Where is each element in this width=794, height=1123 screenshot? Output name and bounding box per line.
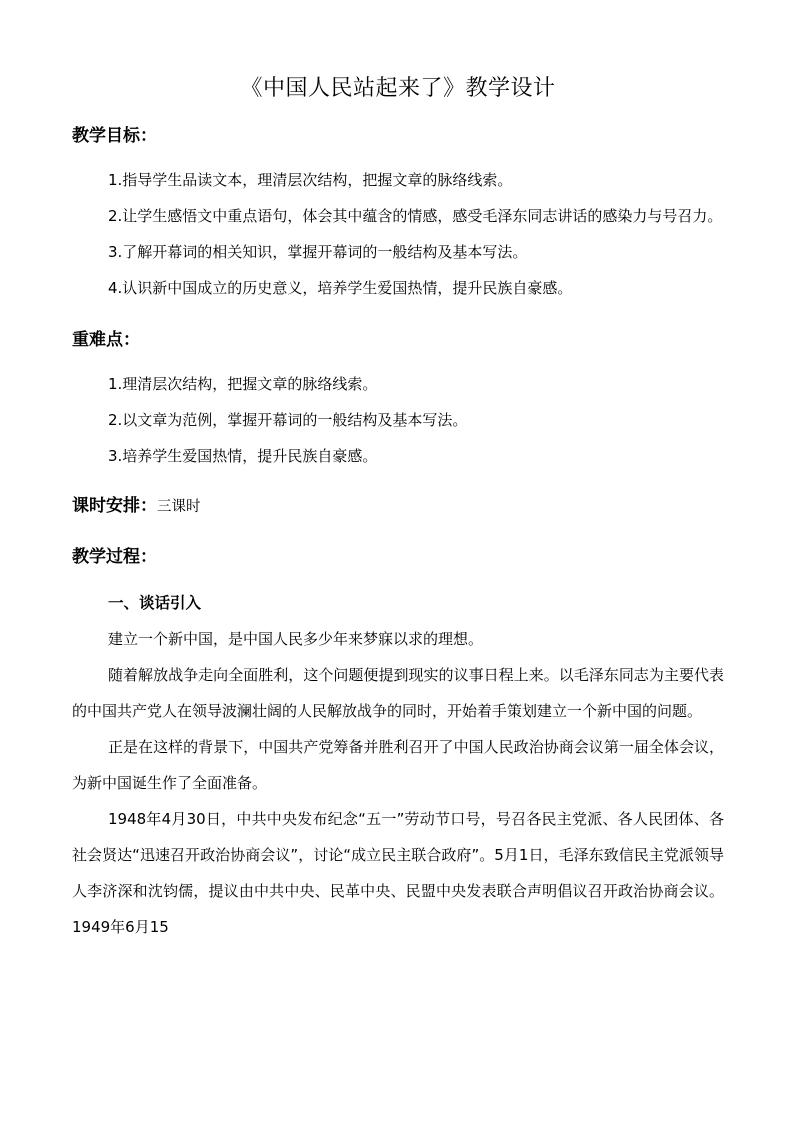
process-heading: 教学过程： [72,547,157,567]
key-point-item-3: 3.培养学生爱国热情，提升民族自豪感。 [108,447,378,465]
process-paragraph-2: 随着解放战争走向全面胜利，这个问题便提到现实的议事日程上来。以毛泽东同志为主要代表的中国共产党人在领导波澜壮阔的人民解放战争的同时，开始着手策划建立一个新中国的问题。 [72,666,724,720]
objectives-heading: 教学目标： [72,126,157,146]
schedule-heading: 课时安排： [72,496,157,516]
key-point-item-1: 1.理清层次结构，把握文章的脉络线索。 [108,375,378,393]
objective-item-2: 2.让学生感悟文中重点语句，体会其中蕴含的情感，感受毛泽东同志讲话的感染力与号召力。 [108,207,723,225]
objectives-list [72,162,724,306]
key-points-heading: 重难点： [72,330,140,350]
objective-item-4: 4.认识新中国成立的历史意义，培养学生爱国热情，提升民族自豪感。 [108,279,573,297]
process-section-1-title: 一、谈话引入 [108,594,202,612]
process-paragraph-4: 1948年4月30日，中共中央发布纪念“五一”劳动节口号，号召各民主党派、各人民团体、各社会贤达“迅速召开政治协商会议”，讨论“成立民主联合政府”。5月1日，毛泽东致信民主党派领导人李济深和沈钧儒，提议由中共中央、民革中央、民盟中央发表联合声明倡议召开政治协商会议。1949年6月15 [72,810,724,936]
document-title: 《中国人民站起来了》教学设计 [240,76,556,101]
schedule-value: 三课时 [157,499,201,515]
process-paragraph-1: 建立一个新中国，是中国人民多少年来梦寐以求的理想。 [108,630,484,648]
key-points-list [72,366,724,474]
objective-item-3: 3.了解开幕词的相关知识，掌握开幕词的一般结构及基本写法。 [108,243,528,261]
process-paragraph-3: 正是在这样的背景下，中国共产党筹备并胜利召开了中国人民政治协商会议第一届全体会议，为新中国诞生作了全面准备。 [72,738,724,792]
objective-item-1: 1.指导学生品读文本，理清层次结构，把握文章的脉络线索。 [108,171,513,189]
key-point-item-2: 2.以文章为范例，掌握开幕词的一般结构及基本写法。 [108,411,468,429]
schedule-row [72,494,724,519]
